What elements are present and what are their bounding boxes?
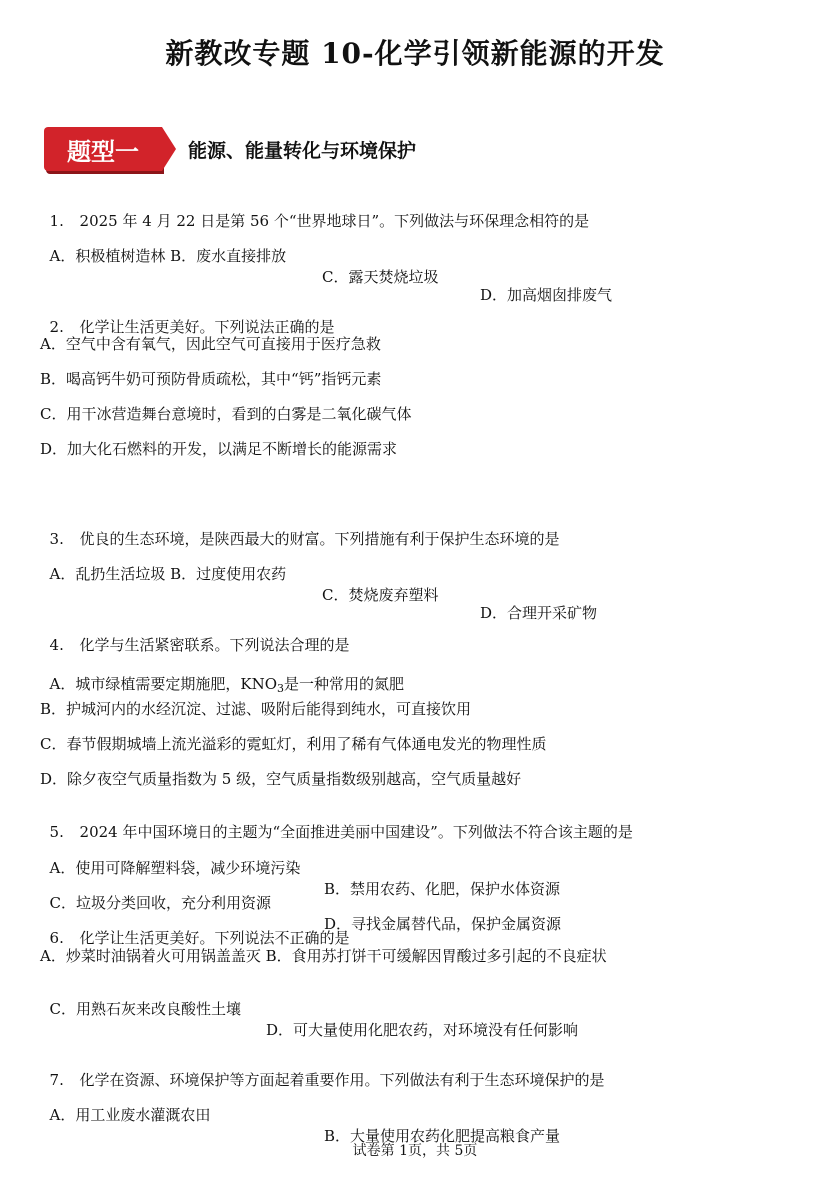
question-3-stem: [40, 510, 560, 549]
question-4-stem: [40, 616, 350, 655]
option-c: C．露天焚烧垃圾: [322, 268, 439, 286]
option-ab: A．乱扔生活垃圾 B．过度使用农药: [49, 565, 287, 583]
question-stem: 2025 年 4 月 22 日是第 56 个“世界地球日”。下列做法与环保理念相符的是: [79, 212, 590, 230]
question-number: 1.: [49, 212, 64, 230]
question-4-option-b: B．护城河内的水经沉淀、过滤、吸附后能得到纯水，可直接饮用: [40, 700, 472, 718]
question-number: 6.: [49, 929, 64, 947]
question-6-options-ab: A．炒菜时油锅着火可用锅盖盖灭 B．食用苏打饼干可缓解因胃酸过多引起的不良症状: [40, 947, 607, 965]
question-number: 7.: [49, 1071, 64, 1089]
question-7-options-ab: [40, 1086, 561, 1145]
option-c: C．焚烧废弃塑料: [322, 586, 439, 604]
question-stem: 化学在资源、环境保护等方面起着重要作用。下列做法有利于生态环境保护的是: [79, 1071, 605, 1089]
option-c: C．用熟石灰来改良酸性土壤: [49, 1000, 242, 1018]
option-d: D．加高烟囱排废气: [480, 286, 613, 304]
question-number: 3.: [49, 530, 64, 548]
question-number: 2.: [49, 318, 64, 336]
option-a-text-end: 是一种常用的氮肥: [284, 675, 405, 693]
option-d: D．合理开采矿物: [480, 604, 598, 622]
question-number: 4.: [49, 636, 64, 654]
question-stem: 2024 年中国环境日的主题为“全面推进美丽中国建设”。下列做法不符合该主题的是: [79, 823, 633, 841]
question-6-options-cd: [40, 980, 579, 1039]
question-1-options: [40, 227, 613, 304]
question-1-stem: [40, 192, 589, 231]
section-title: 能源、能量转化与环境保护: [188, 139, 417, 162]
option-d: D．可大量使用化肥农药，对环境没有任何影响: [266, 1021, 579, 1039]
question-4-option-a: [40, 655, 404, 695]
option-b: B．禁用农药、化肥，保护水体资源: [324, 880, 561, 898]
question-2-option-b: B．喝高钙牛奶可预防骨质疏松，其中“钙”指钙元素: [40, 370, 382, 388]
section-header: [44, 126, 416, 172]
question-stem: 优良的生态环境，是陕西最大的财富。下列措施有利于保护生态环境的是: [79, 530, 560, 548]
question-2-option-d: D．加大化石燃料的开发，以满足不断增长的能源需求: [40, 440, 398, 458]
chemical-formula: KNO: [240, 675, 278, 693]
question-4-option-c: C．春节假期城墙上流光溢彩的霓虹灯，利用了稀有气体通电发光的物理性质: [40, 735, 547, 753]
question-2-stem: [40, 298, 335, 337]
question-6-stem: [40, 909, 350, 948]
question-2-option-a: A．空气中含有氧气，因此空气可直接用于医疗急救: [40, 335, 381, 353]
question-3-options: [40, 545, 598, 622]
option-a: A．用工业废水灌溉农田: [49, 1106, 211, 1124]
option-a-text: A．城市绿植需要定期施肥，: [49, 675, 241, 693]
option-c: C．垃圾分类回收，充分利用资源: [49, 894, 272, 912]
question-stem: 化学与生活紧密联系。下列说法合理的是: [79, 636, 350, 654]
option-b: B．大量使用农药化肥提高粮食产量: [324, 1127, 561, 1145]
question-2-option-c: C．用干冰营造舞台意境时，看到的白雾是二氧化碳气体: [40, 405, 412, 423]
question-4-option-d: D．除夕夜空气质量指数为 5 级，空气质量指数级别越高，空气质量越好: [40, 770, 522, 788]
formula-subscript: 3: [277, 682, 285, 695]
question-5-stem: [40, 803, 633, 842]
question-stem: 化学让生活更美好。下列说法不正确的是: [79, 929, 350, 947]
question-number: 5.: [49, 823, 64, 841]
question-7-stem: [40, 1051, 605, 1090]
question-stem: 化学让生活更美好。下列说法正确的是: [79, 318, 335, 336]
page-footer: 试卷第 1页，共 5页: [352, 1143, 478, 1159]
option-a: A．使用可降解塑料袋，减少环境污染: [49, 859, 301, 877]
option-d: D．寻找金属替代品，保护金属资源: [324, 915, 562, 933]
page-title: 新教改专题 10-化学引领新能源的开发: [165, 37, 665, 70]
section-badge: 题型一: [44, 127, 162, 171]
option-ab: A．积极植树造林 B．废水直接排放: [49, 247, 287, 265]
